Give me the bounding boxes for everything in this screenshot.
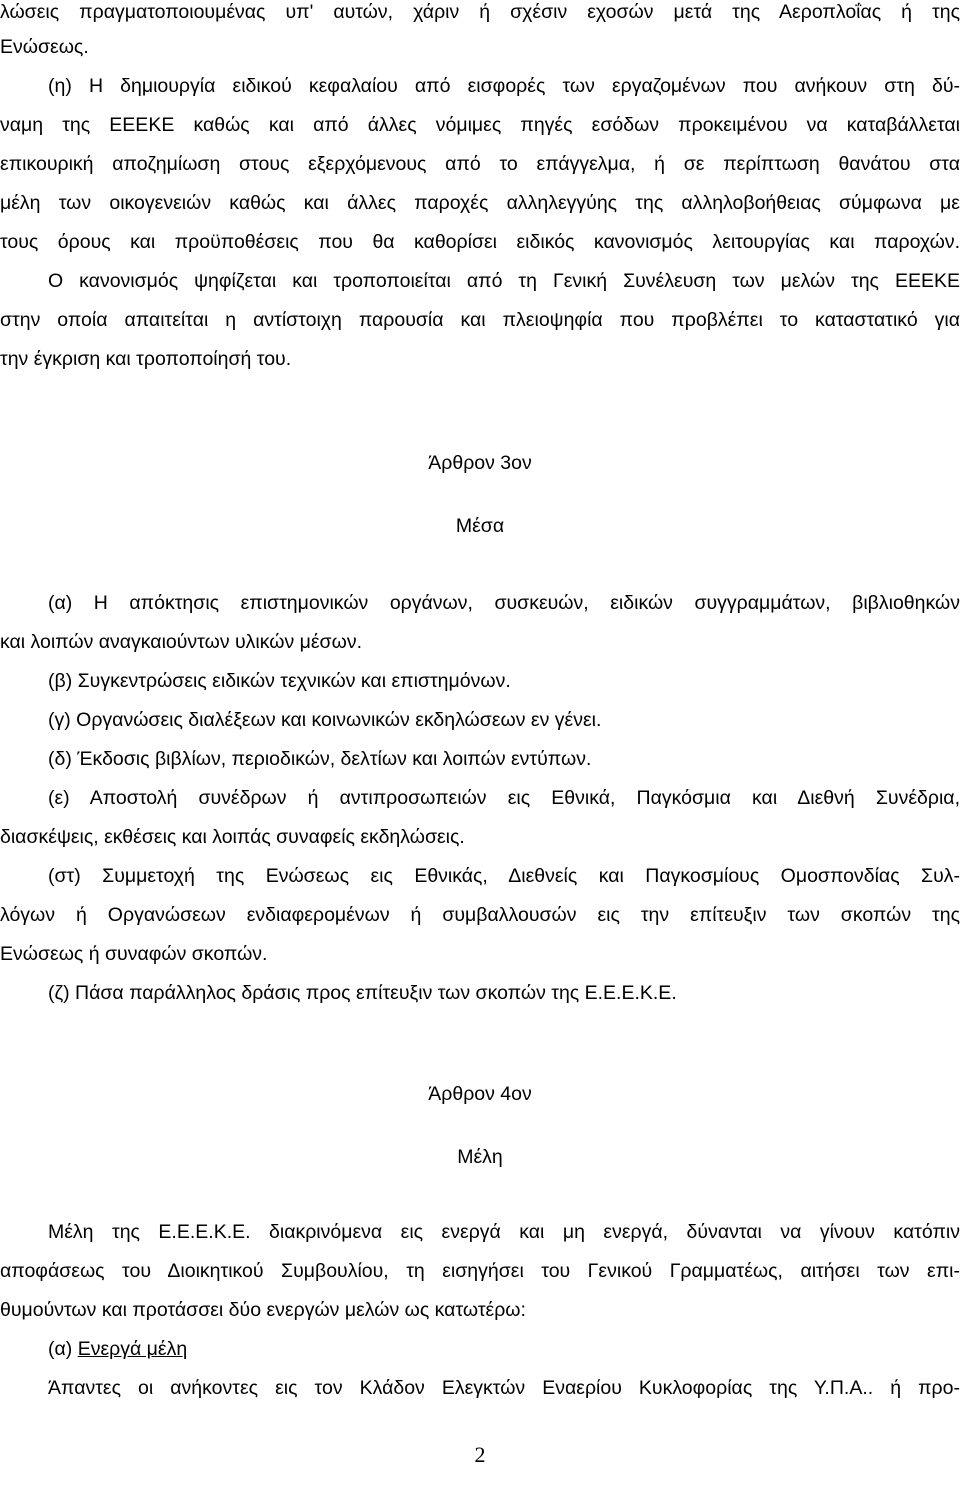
text-line: Ο κανονισμός ψηφίζεται και τροποποιείται από τη Γενική Συνέλευση των μελών της ΕΕΕΚΕ — [48, 270, 960, 292]
text-line: (γ) Οργανώσεις διαλέξεων και κοινωνικών εκδηλώσεων εν γένει. — [48, 709, 602, 731]
text-line: λόγων ή Οργανώσεων ενδιαφερομένων ή συμβαλλουσών εις την επίτευξιν των σκοπών της — [0, 904, 960, 926]
text-line: (δ) Έκδοσις βιβλίων, περιοδικών, δελτίων και λοιπών εντύπων. — [48, 748, 592, 770]
text-line — [0, 1337, 960, 1361]
text-line: (η) Η δημιουργία ειδικού κεφαλαίου από εισφορές των εργαζομένων που ανήκουν στη δύ- — [48, 75, 960, 97]
article-4-subheading: Μέλη — [457, 1146, 503, 1168]
article-3-subheading: Μέσα — [455, 515, 505, 537]
text-line: και λοιπών αναγκαιούντων υλικών μέσων. — [0, 631, 362, 653]
text-line: θυμούντων και προτάσσει δύο ενεργών μελών ως κατωτέρω: — [0, 1299, 526, 1321]
text-line: (ζ) Πάσα παράλληλος δράσις προς επίτευξιν των σκοπών της Ε.Ε.Ε.Κ.Ε. — [48, 982, 677, 1004]
text-line: (β) Συγκεντρώσεις ειδικών τεχνικών και επιστημόνων. — [48, 670, 511, 692]
page-number: 2 — [474, 1442, 486, 1467]
article-3-heading: Άρθρον 3ον — [428, 452, 532, 474]
item-prefix: (α) — [48, 1338, 78, 1360]
text-line: επικουρική αποζημίωση στους εξερχόμενους από το επάγγελμα, ή σε περίπτωση θανάτου στα — [0, 153, 960, 175]
text-line: στην οποία απαιτείται η αντίστοιχη παρουσία και πλειοψηφία που προβλέπει το καταστατικό για — [0, 309, 960, 331]
text-line: λώσεις πραγματοποιουμένας υπ' αυτών, χάριν ή σχέσιν εχοσών μετά της Αεροπλοΐας ή της — [0, 1, 960, 23]
text-line: Ενώσεως ή συναφών σκοπών. — [0, 943, 268, 965]
text-line: τους όρους και προϋποθέσεις που θα καθορίσει ειδικός κανονισμός λειτουργίας και παροχών. — [0, 231, 960, 253]
text-line: διασκέψεις, εκθέσεις και λοιπάς συναφείς εκδηλώσεις. — [0, 826, 465, 848]
active-members-title: Ενεργά μέλη — [77, 1338, 188, 1360]
text-line: Μέλη της Ε.Ε.Ε.Κ.Ε. διακρινόμενα εις ενεργά και μη ενεργά, δύνανται να γίνουν κατόπιν — [48, 1221, 960, 1243]
text-line: μέλη των οικογενειών καθώς και άλλες παροχές αλληλεγγύης της αλληλοβοήθειας σύμφωνα με — [0, 192, 960, 214]
article-4-heading: Άρθρον 4ον — [428, 1083, 532, 1105]
text-line: (ε) Αποστολή συνέδρων ή αντιπροσωπειών εις Εθνικά, Παγκόσμια και Διεθνή Συνέδρια, — [48, 787, 960, 809]
text-line: Ενώσεως. — [0, 36, 89, 58]
text-line: την έγκριση και τροποποίησή του. — [0, 348, 292, 370]
text-line: αποφάσεως του Διοικητικού Συμβουλίου, τη εισηγήσει του Γενικού Γραμματέως, αιτήσει των επι- — [0, 1260, 960, 1282]
text-line: ναμη της ΕΕΕΚΕ καθώς και από άλλες νόμιμες πηγές εσόδων προκειμένου να καταβάλλεται — [0, 114, 960, 136]
text-line: (α) Η απόκτησις επιστημονικών οργάνων, συσκευών, ειδικών συγγραμμάτων, βιβλιοθηκών — [48, 592, 960, 614]
text-line: (στ) Συμμετοχή της Ενώσεως εις Εθνικάς, Διεθνείς και Παγκοσμίους Ομοσπονδίας Συλ- — [48, 865, 960, 887]
text-line: Άπαντες οι ανήκοντες εις τον Κλάδον Ελεγκτών Εναερίου Κυκλοφορίας της Υ.Π.Α.. ή προ- — [48, 1377, 960, 1399]
